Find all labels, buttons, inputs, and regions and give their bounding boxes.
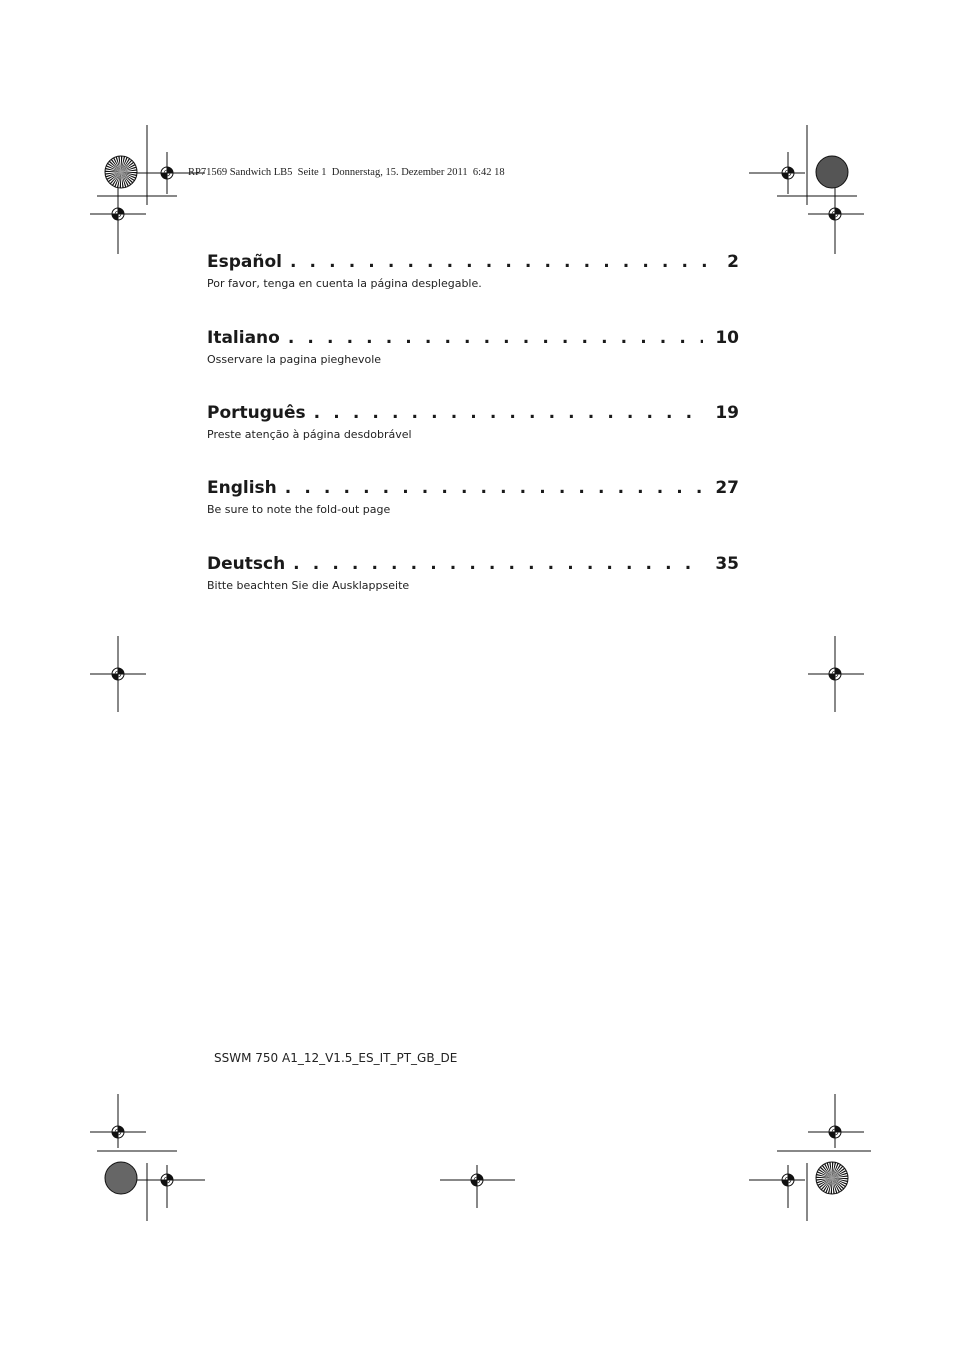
toc-page-number: 27 bbox=[715, 478, 739, 498]
toc-note: Be sure to note the fold-out page bbox=[207, 503, 391, 516]
print-header: RP71569 Sandwich LB5 Seite 1 Donnerstag, 15. Dezember 2011 6:42 18 bbox=[188, 167, 505, 178]
toc-note: Por favor, tenga en cuenta la página desplegable. bbox=[207, 277, 482, 290]
toc-title: Português bbox=[207, 403, 306, 423]
star-target-bottom-right bbox=[816, 1162, 848, 1194]
toc-note: Osservare la pagina pieghevole bbox=[207, 353, 382, 366]
document-code: SSWM 750 A1_12_V1.5_ES_IT_PT_GB_DE bbox=[214, 1051, 458, 1065]
toc-note: Preste atenção à página desdobrável bbox=[207, 428, 412, 441]
toc-title: Italiano bbox=[207, 328, 280, 348]
toc-title: Español bbox=[207, 252, 282, 272]
toc-page-number: 35 bbox=[715, 554, 739, 574]
star-target-top-left bbox=[105, 156, 137, 188]
gray-target-bottom-left bbox=[105, 1162, 137, 1194]
toc-page-number: 2 bbox=[727, 252, 739, 272]
toc-page-number: 19 bbox=[715, 403, 739, 423]
gray-target-top-right bbox=[816, 156, 848, 188]
toc-page-number: 10 bbox=[715, 328, 739, 348]
registration-marks bbox=[90, 152, 864, 1208]
toc-title: Deutsch bbox=[207, 554, 286, 574]
toc-title: English bbox=[207, 478, 277, 498]
crop-marks bbox=[97, 125, 871, 1221]
toc-note: Bitte beachten Sie die Ausklappseite bbox=[207, 579, 410, 592]
